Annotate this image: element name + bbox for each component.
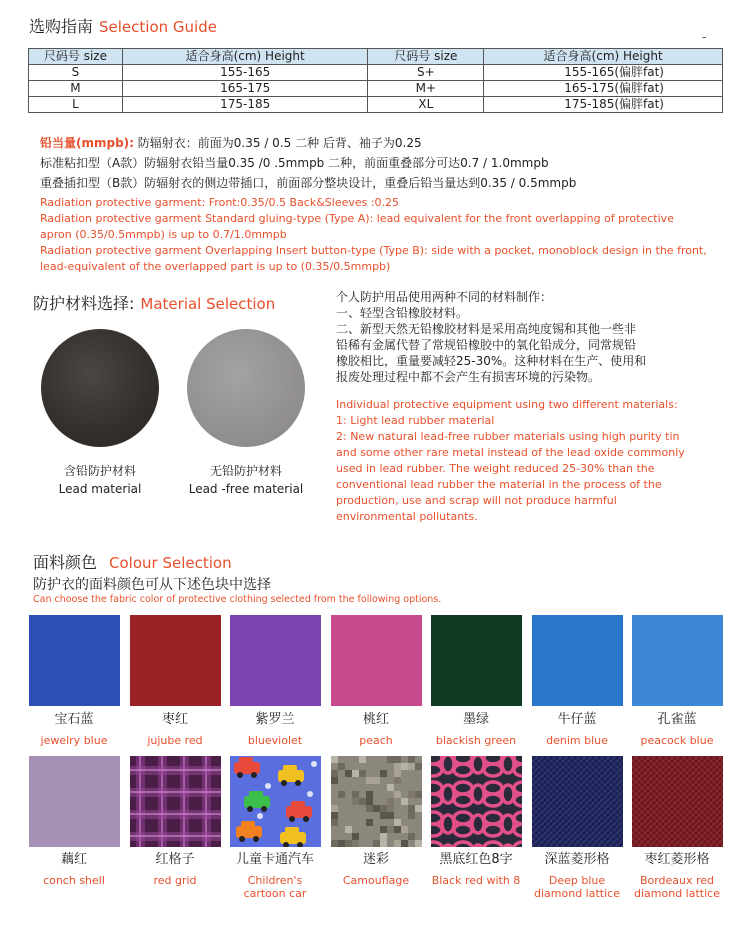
colour-name-en: conch shell: [43, 874, 105, 887]
lead-en-line: lead-equivalent of the overlapped part is up to (0.35/0.5mmpb): [40, 260, 391, 273]
lead-material-swatch: [41, 329, 159, 447]
colour-swatch: [431, 756, 522, 847]
material-desc-zh: 橡胶相比，重量要减轻25-30%。这种材料在生产、使用和: [336, 354, 647, 368]
size-table-row: [29, 97, 723, 113]
height-cell: 155-165: [122, 65, 368, 81]
colour-swatch: [230, 756, 321, 847]
material-desc-en: 2: New natural lead-free rubber materials using high purity tin: [336, 430, 680, 443]
colour-swatch: [331, 756, 422, 847]
colour-swatch: [130, 615, 221, 706]
colour-name-en-line2: diamond lattice: [634, 887, 720, 900]
dash-mark: -: [702, 30, 707, 44]
material-desc-zh: 铅稀有金属代替了常规铅橡胶中的氧化铅成分，同常规铅: [336, 338, 637, 352]
lead-free-material-label: [166, 462, 326, 498]
material-title-en: Material Selection: [140, 295, 276, 313]
lead-free-material-label-zh: 无铅防护材料: [209, 464, 282, 478]
material-title-zh: 防护材料选择:: [33, 294, 135, 313]
height-cell: 175-185: [122, 97, 368, 113]
colour-name-zh: 枣红菱形格: [644, 852, 710, 867]
lead-en-line: Radiation protective garment Overlapping Insert button-type (Type B): side with a pocket, monoblock design in the front,: [40, 244, 707, 257]
material-desc-zh: 个人防护用品使用两种不同的材料制作：: [336, 290, 553, 304]
material-desc-en: environmental pollutants.: [336, 510, 478, 523]
lead-label: 铅当量(mmpb):: [40, 136, 134, 150]
material-desc-en: and some other rare metal instead of the lead oxide commonly: [336, 446, 685, 459]
size-cell: L: [29, 97, 123, 113]
size-table-header: 尺码号 size: [29, 49, 123, 65]
colour-swatch: [331, 615, 422, 706]
height-cell: 165-175(偏胖fat): [484, 81, 723, 97]
size-table-header: 适合身高(cm) Height: [484, 49, 723, 65]
lead-line-1: [40, 133, 730, 153]
colour-swatch: [130, 756, 221, 847]
colour-name-en: Bordeaux red: [639, 874, 715, 887]
lead-equivalent-block: [40, 133, 730, 275]
colour-name-en: Camouflage: [342, 874, 410, 887]
colour-name-zh: 藕红: [60, 852, 87, 867]
colour-swatch: [29, 756, 120, 847]
colour-subtitle-en: Can choose the fabric color of protective clothing selected from the following options.: [33, 594, 442, 605]
colour-title-en: Colour Selection: [109, 554, 232, 572]
colour-name-en: denim blue: [546, 734, 608, 747]
colour-swatch: [632, 756, 723, 847]
colour-name-en: jujube red: [147, 734, 203, 747]
material-desc-zh: 报废处理过程中都不会产生有损害环境的污染物。: [336, 370, 601, 384]
height-cell: 165-175: [122, 81, 368, 97]
lead-en-line: Radiation protective garment: Front:0.35/0.5 Back&Sleeves :0.25: [40, 196, 400, 209]
lead-line-2: 标准粘扣型（A款）防辐射衣铅当量0.35 /0 .5mmpb 二种，前面重叠部分可达0.7 / 1.0mmpb: [40, 156, 549, 170]
colour-swatch: [29, 615, 120, 706]
height-cell: 155-165(偏胖fat): [484, 65, 723, 81]
colour-name-en: Children's: [247, 874, 303, 887]
colour-title: [33, 550, 232, 573]
size-table-header-row: [29, 49, 723, 65]
colour-swatch: [632, 615, 723, 706]
material-desc-en: conventional lead rubber the material in the process of the: [336, 478, 662, 491]
material-desc-zh: 二、新型天然无铅橡胶材料是采用高纯度锡和其他一些非: [336, 322, 637, 336]
colour-subtitle-zh: 防护衣的面料颜色可从下述色块中选择: [33, 577, 271, 593]
size-cell: M+: [368, 81, 484, 97]
material-desc-zh: 一、轻型含铅橡胶材料。: [336, 306, 469, 320]
colour-name-zh: 桃红: [362, 712, 389, 727]
colour-name-zh: 深蓝菱形格: [544, 852, 610, 867]
colour-name-zh: 迷彩: [362, 852, 389, 867]
colour-name-en: peach: [359, 734, 393, 747]
lead-material-label-zh: 含铅防护材料: [63, 464, 136, 478]
colour-swatch: [230, 615, 321, 706]
colour-title-zh: 面料颜色: [33, 553, 98, 572]
colour-name-en-line2: cartoon car: [243, 887, 307, 900]
colour-name-en: Black red with 8: [431, 874, 521, 887]
lead-en-line: Radiation protective garment Standard gluing-type (Type A): lead equivalent for the front overlapping of protective: [40, 212, 674, 225]
lead-material-label-en: Lead material: [58, 482, 142, 496]
colour-name-en: Deep blue: [548, 874, 606, 887]
lead-free-material-label-en: Lead -free material: [188, 482, 304, 496]
colour-name-zh: 墨绿: [462, 712, 489, 727]
size-cell: XL: [368, 97, 484, 113]
size-table-header: 尺码号 size: [368, 49, 484, 65]
size-cell: S+: [368, 65, 484, 81]
size-cell: S: [29, 65, 123, 81]
material-description: [336, 289, 736, 525]
colour-swatch: [431, 615, 522, 706]
material-title: [33, 291, 275, 314]
colour-name-en: peacock blue: [640, 734, 714, 747]
size-cell: M: [29, 81, 123, 97]
lead-en-line: apron (0.35/0.5mmpb) is up to 0.7/1.0mmpb: [40, 228, 287, 241]
colour-name-zh: 紫罗兰: [255, 712, 295, 727]
height-cell: 175-185(偏胖fat): [484, 97, 723, 113]
colour-swatch: [532, 615, 623, 706]
size-table-header: 适合身高(cm) Height: [122, 49, 368, 65]
colour-name-en: blueviolet: [247, 734, 303, 747]
colour-swatch: [532, 756, 623, 847]
colour-name-zh: 红格子: [155, 852, 195, 867]
colour-name-en-line2: diamond lattice: [534, 887, 620, 900]
colour-name-zh: 孔雀蓝: [657, 712, 697, 727]
lead-line-1-text: 防辐射衣：前面为0.35 / 0.5 二种 后背、袖子为0.25: [133, 136, 422, 150]
colour-name-zh: 宝石蓝: [54, 712, 94, 727]
colour-name-zh: 儿童卡通汽车: [235, 852, 314, 867]
colour-name-zh: 牛仔蓝: [557, 712, 597, 727]
lead-material-label: [20, 462, 180, 498]
selection-guide-title-zh: 选购指南: [29, 17, 94, 36]
material-desc-en: 1: Light lead rubber material: [336, 414, 495, 427]
colour-name-en: blackish green: [435, 734, 517, 747]
size-table: [28, 48, 723, 113]
lead-free-material-swatch: [187, 329, 305, 447]
selection-guide-title: [29, 14, 217, 37]
material-desc-en: production, use and scrap will not produce harmful: [336, 494, 617, 507]
colour-name-en: red grid: [153, 874, 197, 887]
lead-line-3: 重叠插扣型（B款）防辐射衣的侧边带插口，前面部分整块设计，重叠后铅当量达到0.35 / 0.5mmpb: [40, 176, 577, 190]
size-table-row: [29, 65, 723, 81]
colour-name-en: jewelry blue: [40, 734, 108, 747]
size-table-row: [29, 81, 723, 97]
material-desc-en: Individual protective equipment using two different materials:: [336, 398, 678, 411]
selection-guide-title-en: Selection Guide: [99, 18, 217, 36]
colour-name-zh: 黑底红色8字: [439, 852, 513, 867]
colour-name-zh: 枣红: [161, 712, 188, 727]
material-desc-en: used in lead rubber. The weight reduced 25-30% than the: [336, 462, 655, 475]
